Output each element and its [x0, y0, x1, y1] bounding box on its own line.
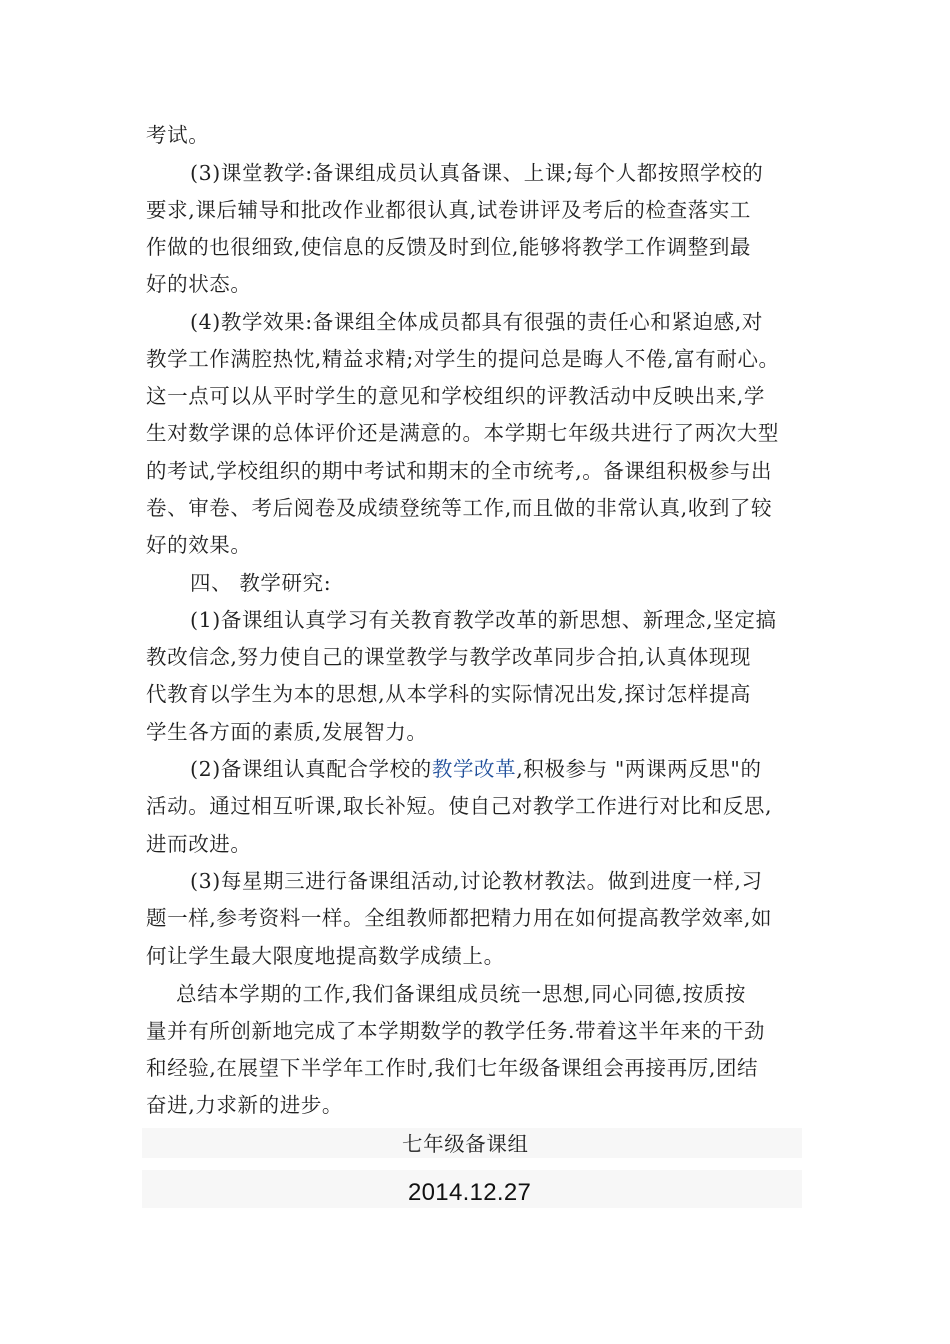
text-line: 好的状态。: [146, 272, 252, 296]
text-line: 学生各方面的素质,发展智力。: [146, 720, 428, 744]
text-line: 作做的也很细致,使信息的反馈及时到位,能够将教学工作调整到最: [146, 235, 752, 259]
text-line: 卷、审卷、考后阅卷及成绩登统等工作,而且做的非常认真,收到了较: [146, 496, 773, 520]
text-line: 总结本学期的工作,我们备课组成员统一思想,同心同德,按质按: [176, 982, 746, 1006]
text-line: (3)每星期三进行备课组活动,讨论教材教法。做到进度一样,习: [190, 869, 763, 893]
document-date: 2014.12.27: [408, 1179, 532, 1206]
text-line: 量并有所创新地完成了本学期数学的教学任务.带着这半年来的干劲: [146, 1019, 766, 1043]
text-line: 好的效果。: [146, 533, 252, 557]
text-line: 教学工作满腔热忱,精益求精;对学生的提问总是晦人不倦,富有耐心。: [146, 347, 780, 371]
text-line: 奋进,力求新的进步。: [146, 1093, 344, 1117]
text-line: 进而改进。: [146, 832, 252, 856]
text-line: 的考试,学校组织的期中考试和期末的全市统考,。备课组积极参与出: [146, 459, 773, 483]
text-segment: ,积极参与 "两课两反思"的: [516, 757, 762, 781]
signature: 七年级备课组: [402, 1132, 529, 1156]
text-line: 活动。通过相互听课,取长补短。使自己对教学工作进行对比和反思,: [146, 794, 773, 818]
highlighted-term: 教学改革: [431, 757, 517, 781]
text-line: (4)教学效果:备课组全体成员都具有很强的责任心和紧迫感,对: [190, 310, 763, 334]
text-line: 代教育以学生为本的思想,从本学科的实际情况出发,探讨怎样提高: [146, 682, 752, 706]
text-line: 要求,课后辅导和批改作业都很认真,试卷讲评及考后的检查落实工: [146, 198, 752, 222]
text-line: 题一样,参考资料一样。全组教师都把精力用在如何提高教学效率,如: [146, 906, 773, 930]
text-line: [190, 756, 762, 782]
text-line: 考试。: [146, 123, 210, 147]
text-line: 这一点可以从平时学生的意见和学校组织的评教活动中反映出来,学: [146, 384, 766, 408]
section-heading: 四、 教学研究:: [190, 571, 332, 595]
text-segment: (2)备课组认真配合学校的: [190, 757, 432, 781]
text-line: (3)课堂教学:备课组成员认真备课、上课;每个人都按照学校的: [190, 161, 764, 185]
text-line: 何让学生最大限度地提高数学成绩上。: [146, 944, 505, 968]
text-line: 和经验,在展望下半学年工作时,我们七年级备课组会再接再厉,团结: [146, 1056, 759, 1080]
text-line: 生对数学课的总体评价还是满意的。本学期七年级共进行了两次大型: [146, 421, 779, 445]
text-line: 教改信念,努力使自己的课堂教学与教学改革同步合拍,认真体现现: [146, 645, 752, 669]
text-line: (1)备课组认真学习有关教育教学改革的新思想、新理念,坚定搞: [190, 608, 777, 632]
